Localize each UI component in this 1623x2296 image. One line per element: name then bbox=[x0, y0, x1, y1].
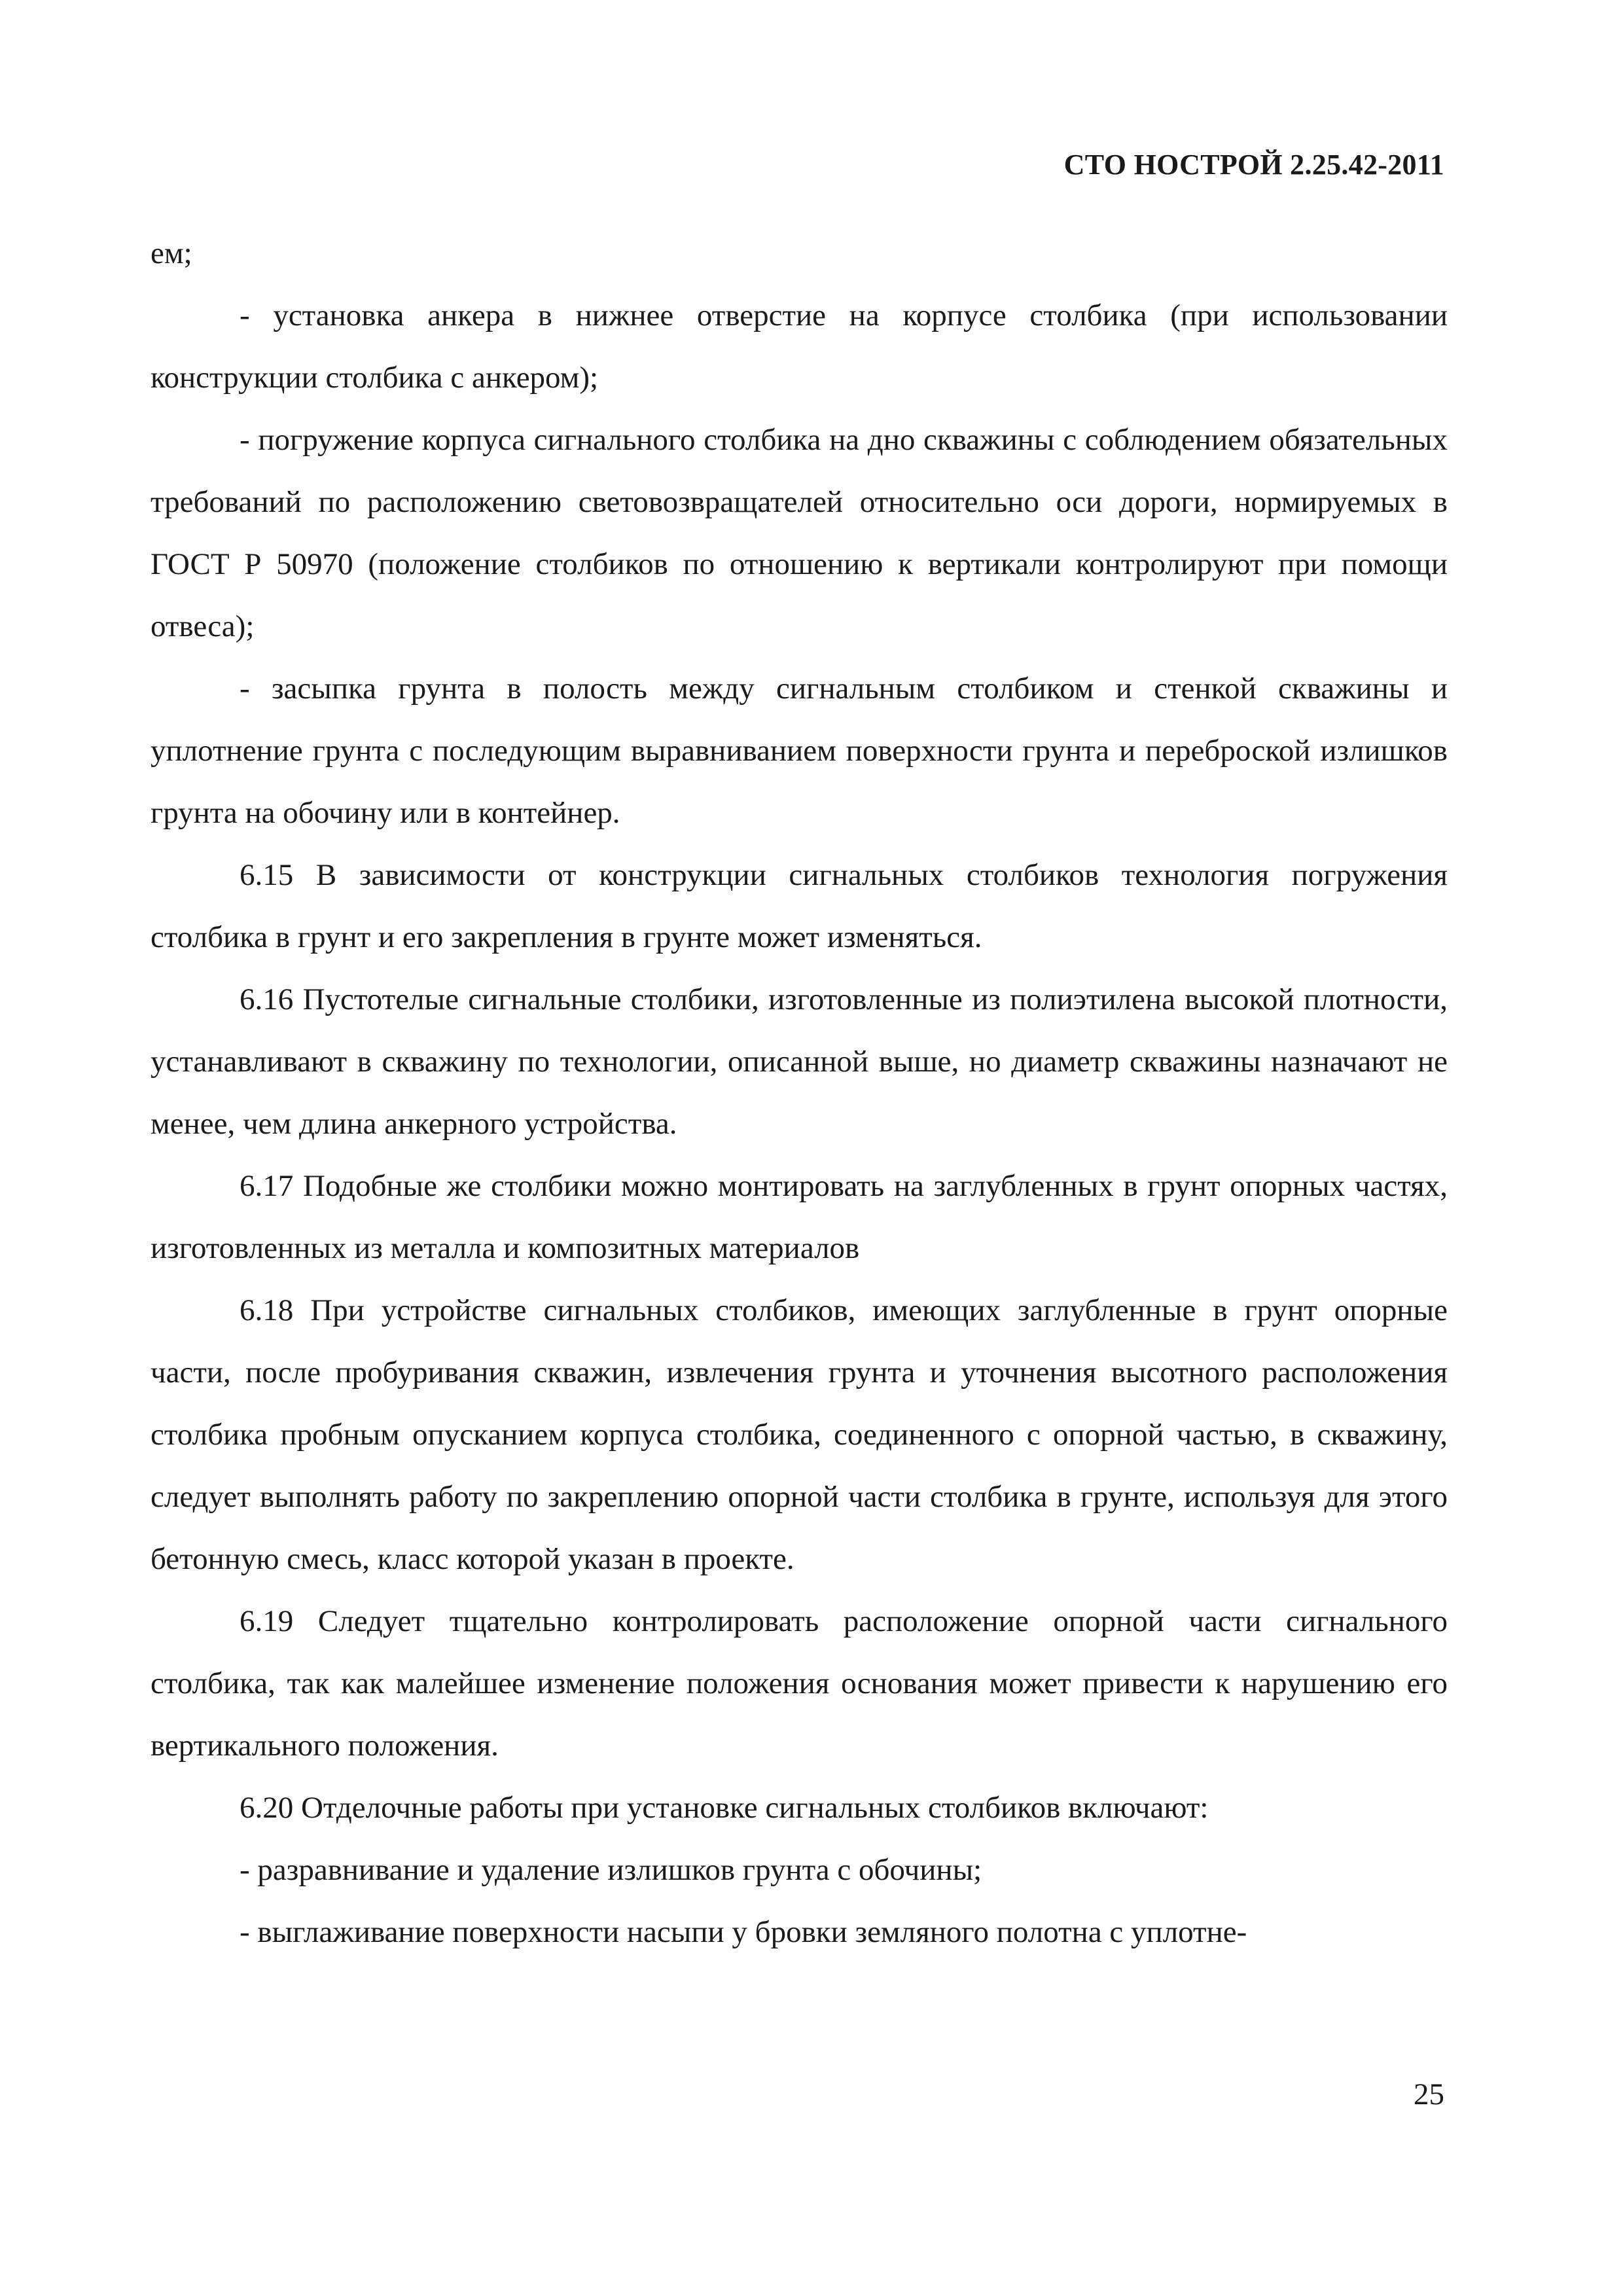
paragraph-6-17: 6.17 Подобные же столбики можно монтировать на заглубленных в грунт опорных частях, изготовленных из металла и композитных материалов bbox=[151, 1169, 1448, 1265]
paragraph-bullet-leveling: - разравнивание и удаление излишков грунта с обочины; bbox=[240, 1853, 982, 1887]
paragraph-bullet-smoothing: - выглаживание поверхности насыпи у бровки земляного полотна с уплотне- bbox=[240, 1915, 1247, 1949]
document-code-header: СТО НОСТРОЙ 2.25.42-2011 bbox=[1063, 149, 1444, 181]
paragraph-bullet-backfill: - засыпка грунта в полость между сигнальным столбиком и стенкой скважины и уплотнение грунта с последующим выравниванием поверхности грунта и переброской излишков грунта на обочину или в контейнер. bbox=[151, 672, 1448, 830]
paragraph-6-16: 6.16 Пустотелые сигнальные столбики, изготовленные из полиэтилена высокой плотности, устанавливают в скважину по технологии, описанной выше, но диаметр скважины назначают не менее, чем длина анкерного устройства. bbox=[151, 982, 1448, 1141]
paragraph-6-15: 6.15 В зависимости от конструкции сигнальных столбиков технология погружения столбика в грунт и его закрепления в грунте может изменяться. bbox=[151, 858, 1448, 954]
paragraph-6-20: 6.20 Отделочные работы при установке сигнальных столбиков включают: bbox=[240, 1791, 1209, 1825]
paragraph-continuation: ем; bbox=[151, 236, 192, 270]
paragraph-bullet-immersion: - погружение корпуса сигнального столбика на дно скважины с соблюдением обязательных требований по расположению световозвращателей относительно оси дороги, нормируемых в ГОСТ Р 50970 (положение столбиков по отношению к вертикали контролируют при помощи отвеса); bbox=[151, 423, 1448, 643]
paragraph-6-19: 6.19 Следует тщательно контролировать расположение опорной части сигнального столбика, так как малейшее изменение положения основания может привести к нарушению его вертикального положения. bbox=[151, 1604, 1448, 1763]
paragraph-6-18: 6.18 При устройстве сигнальных столбиков, имеющих заглубленные в грунт опорные части, после пробуривания скважин, извлечения грунта и уточнения высотного расположения столбика пробным опусканием корпуса столбика, соединенного с опорной частью, в скважину, следует выполнять работу по закреплению опорной части столбика в грунте, используя для этого бетонную смесь, класс которой указан в проекте. bbox=[151, 1293, 1448, 1576]
body-text bbox=[151, 223, 1448, 1964]
page-number: 25 bbox=[1414, 2077, 1444, 2111]
paragraph-bullet-anchor: - установка анкера в нижнее отверстие на корпусе столбика (при использовании конструкции столбика с анкером); bbox=[151, 298, 1448, 395]
